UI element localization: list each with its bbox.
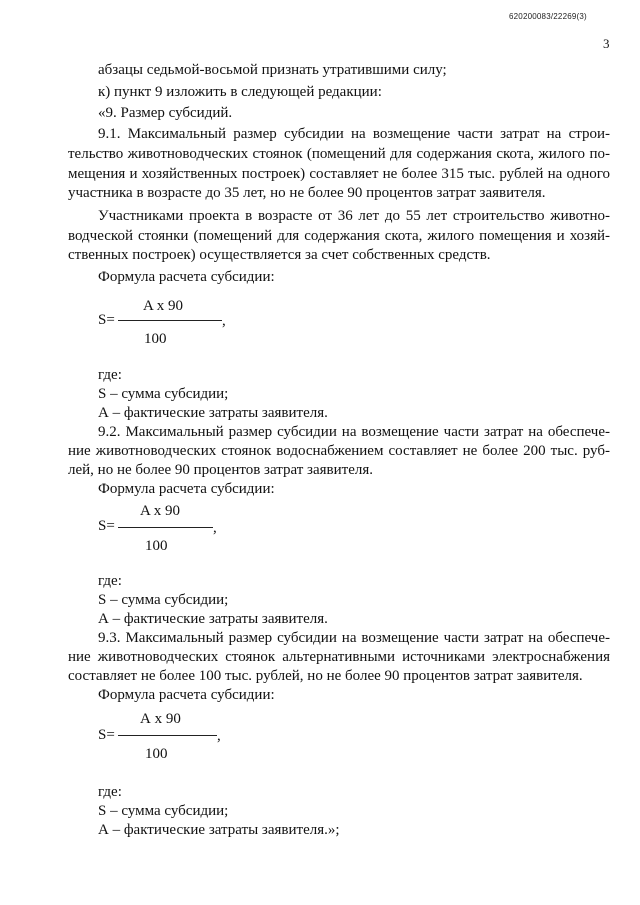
paragraph-line: участника в возрасте до 35 лет, но не более 90 процентов затрат заявителя.	[68, 185, 546, 201]
where-label: где:	[98, 367, 122, 383]
formula-numerator: A x 90	[143, 298, 184, 314]
formula-numerator: A x 90	[140, 503, 181, 519]
paragraph-line: ние животноводческих стоянок альтернативными источниками электроснабжения	[68, 649, 610, 665]
paragraph-line: «9. Размер субсидий.	[98, 105, 233, 121]
formula-denominator: 100	[144, 331, 167, 347]
paragraph-line: мещения и хозяйственных построек) составляет не более 315 тыс. рублей на одного	[68, 166, 610, 182]
paragraph-line: ние животноводческих стоянок водоснабжением составляет не более 200 тыс. руб-	[68, 443, 610, 459]
formula-denominator: 100	[145, 538, 168, 554]
formula-intro: Формула расчета субсидии:	[98, 481, 275, 497]
definition-a: А – фактические затраты заявителя.	[98, 611, 328, 627]
fraction-bar	[118, 527, 213, 528]
definition-a: А – фактические затраты заявителя.»;	[98, 822, 340, 838]
paragraph-line: водческой стоянки (помещений для содержания скота, жилого помещения и хозяй-	[68, 228, 610, 244]
paragraph-line: тельство животноводческих стоянок (помещений для содержания скота, жилого по-	[68, 146, 610, 162]
where-label: где:	[98, 573, 122, 589]
paragraph-line: 9.3. Максимальный размер субсидии на возмещение части затрат на обеспече-	[98, 630, 610, 646]
formula-comma: ,	[222, 313, 226, 329]
paragraph-line: 9.1. Максимальный размер субсидии на возмещение части затрат на строи-	[98, 126, 610, 142]
fraction-bar	[118, 320, 222, 321]
page-number: 3	[603, 36, 610, 51]
formula-comma: ,	[217, 728, 221, 744]
where-label: где:	[98, 784, 122, 800]
formula-denominator: 100	[145, 746, 168, 762]
paragraph-line: к) пункт 9 изложить в следующей редакции:	[98, 84, 382, 100]
paragraph-line: Участниками проекта в возрасте от 36 лет до 55 лет строительство животно-	[98, 208, 610, 224]
formula-numerator: А х 90	[140, 711, 181, 727]
definition-a: А – фактические затраты заявителя.	[98, 405, 328, 421]
definition-s: S – сумма субсидии;	[98, 592, 229, 608]
definition-s: S – сумма субсидии;	[98, 803, 229, 819]
formula-intro: Формула расчета субсидии:	[98, 687, 275, 703]
paragraph-line: ственных построек) осуществляется за счет собственных средств.	[68, 247, 491, 263]
formula-intro: Формула расчета субсидии:	[98, 269, 275, 285]
paragraph-line: составляет не более 100 тыс. рублей, но не более 90 процентов затрат заявителя.	[68, 668, 583, 684]
formula-comma: ,	[213, 520, 217, 536]
formula-lhs: S=	[98, 518, 115, 534]
paragraph-line: абзацы седьмой-восьмой признать утратившими силу;	[98, 62, 447, 78]
document-id: 620200083/22269(3)	[509, 12, 587, 21]
paragraph-line: лей, но не более 90 процентов затрат заявителя.	[68, 462, 373, 478]
formula-lhs: S=	[98, 727, 115, 743]
fraction-bar	[118, 735, 217, 736]
definition-s: S – сумма субсидии;	[98, 386, 229, 402]
paragraph-line: 9.2. Максимальный размер субсидии на возмещение части затрат на обеспече-	[98, 424, 610, 440]
formula-lhs: S=	[98, 312, 115, 328]
